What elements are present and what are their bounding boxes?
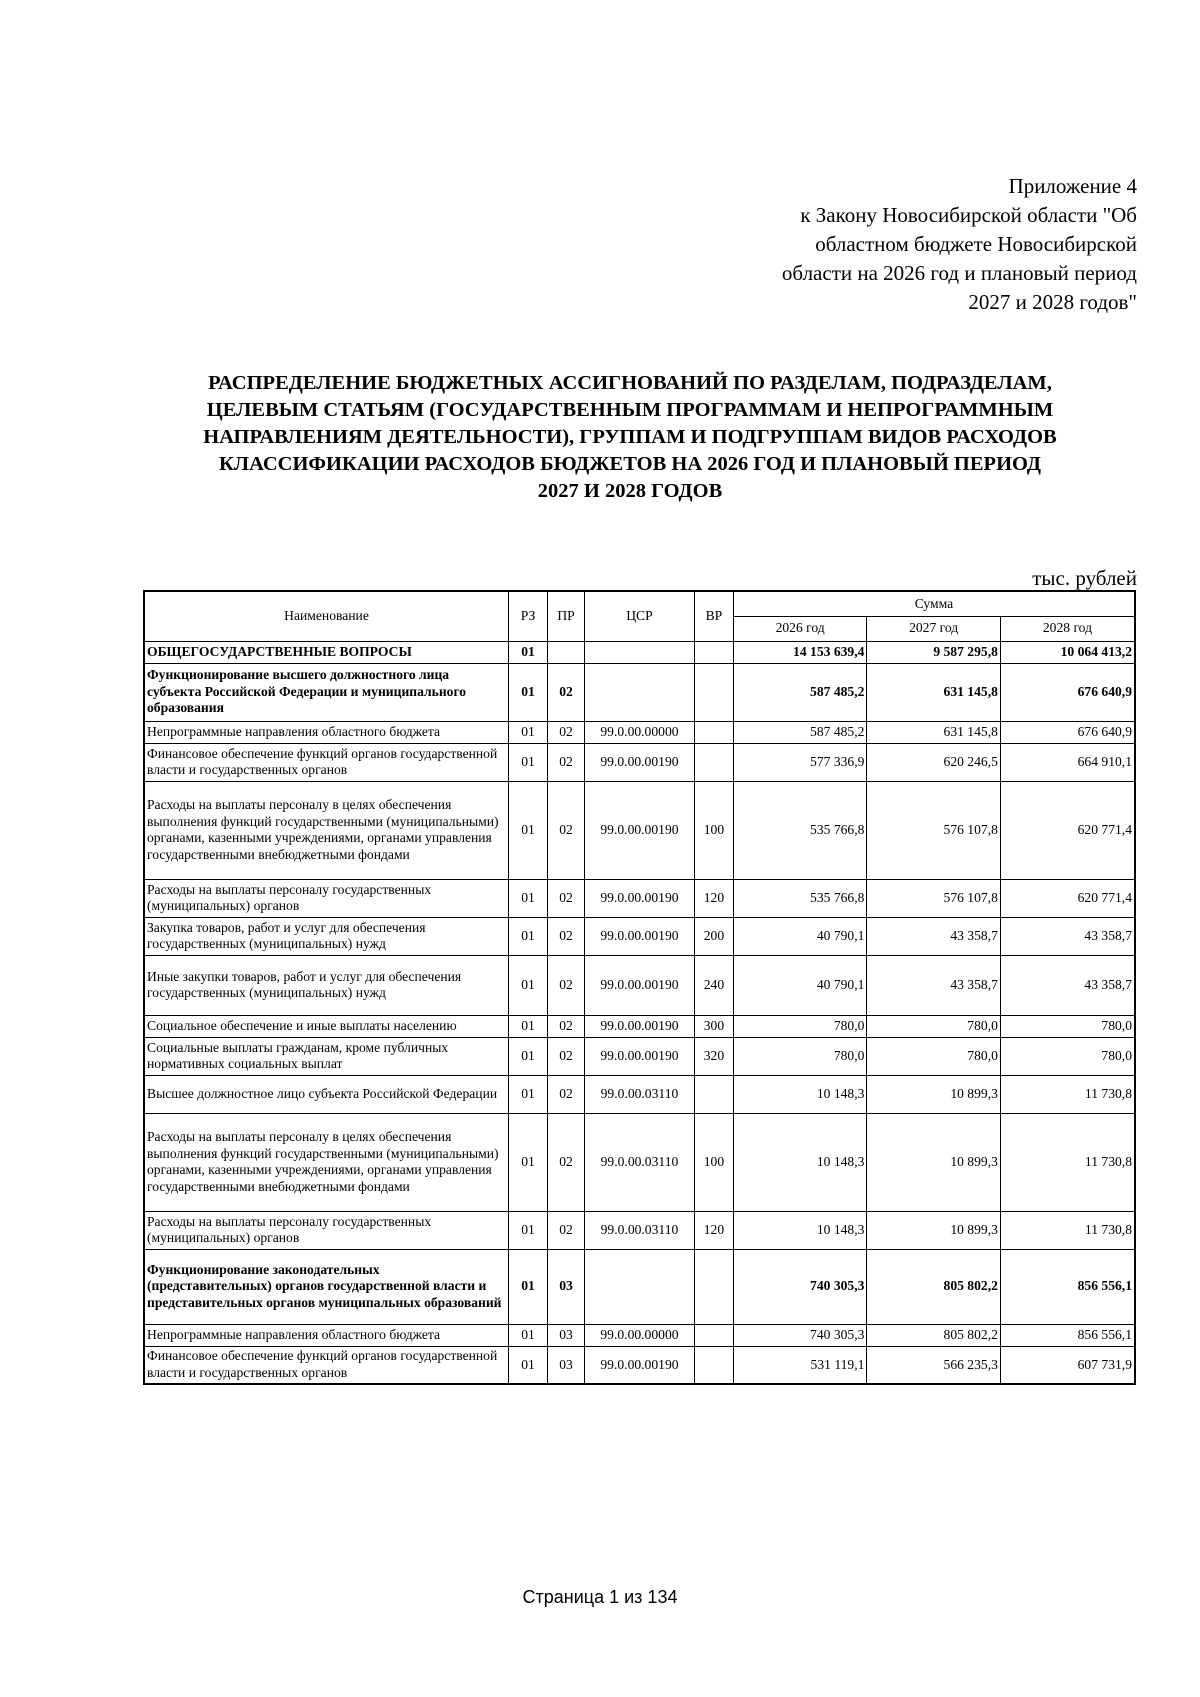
cell-name: ОБЩЕГОСУДАРСТВЕННЫЕ ВОПРОСЫ [144,641,509,663]
table-row [144,1324,1135,1346]
table-row [144,1015,1135,1037]
cell-name: Социальное обеспечение и иные выплаты населению [144,1015,509,1037]
cell-pr: 02 [548,743,585,781]
cell-pr: 02 [548,1015,585,1037]
table-row [144,955,1135,1015]
cell-2028: 11 730,8 [1000,1211,1135,1249]
cell-2026: 577 336,9 [733,743,866,781]
cell-rz: 01 [509,1346,548,1384]
cell-pr: 02 [548,781,585,879]
cell-vr: 120 [694,1211,733,1249]
cell-2027: 10 899,3 [867,1075,1000,1113]
cell-2026: 587 485,2 [733,663,866,721]
appendix-line: к Закону Новосибирской области "Об [800,203,1137,227]
cell-csr: 99.0.00.00190 [585,917,695,955]
cell-vr: 100 [694,1113,733,1211]
cell-csr: 99.0.00.00190 [585,743,695,781]
header-2027: 2027 год [867,616,1000,641]
budget-table [143,590,1136,1385]
cell-csr: 99.0.00.00190 [585,879,695,917]
table-row [144,641,1135,663]
cell-rz: 01 [509,1015,548,1037]
table-row [144,663,1135,721]
title-line: 2027 И 2028 ГОДОВ [537,480,723,502]
cell-rz: 01 [509,781,548,879]
title-line: ЦЕЛЕВЫМ СТАТЬЯМ (ГОСУДАРСТВЕННЫМ ПРОГРАММАМ И НЕПРОГРАММНЫМ [206,399,1054,421]
cell-vr: 320 [694,1037,733,1075]
cell-vr [694,641,733,663]
table-row [144,917,1135,955]
cell-pr: 02 [548,1075,585,1113]
cell-2028: 780,0 [1000,1037,1135,1075]
cell-csr: 99.0.00.03110 [585,1113,695,1211]
cell-pr: 03 [548,1249,585,1324]
cell-2026: 10 148,3 [733,1211,866,1249]
cell-csr: 99.0.00.00190 [585,1346,695,1384]
cell-2028: 676 640,9 [1000,721,1135,743]
table-row [144,1249,1135,1324]
cell-name: Расходы на выплаты персоналу государственных (муниципальных) органов [144,1211,509,1249]
table-row [144,1037,1135,1075]
cell-csr: 99.0.00.00190 [585,1037,695,1075]
cell-name: Закупка товаров, работ и услуг для обеспечения государственных (муниципальных) нужд [144,917,509,955]
cell-2027: 631 145,8 [867,663,1000,721]
cell-2028: 10 064 413,2 [1000,641,1135,663]
cell-vr [694,1324,733,1346]
cell-csr: 99.0.00.00000 [585,721,695,743]
cell-2027: 780,0 [867,1015,1000,1037]
cell-vr [694,721,733,743]
cell-2028: 620 771,4 [1000,879,1135,917]
cell-vr [694,1249,733,1324]
cell-2027: 631 145,8 [867,721,1000,743]
cell-rz: 01 [509,641,548,663]
table-row [144,743,1135,781]
cell-2028: 780,0 [1000,1015,1135,1037]
cell-2026: 10 148,3 [733,1075,866,1113]
header-name: Наименование [144,591,509,641]
cell-2028: 11 730,8 [1000,1075,1135,1113]
cell-csr: 99.0.00.03110 [585,1075,695,1113]
cell-rz: 01 [509,663,548,721]
cell-name: Расходы на выплаты персоналу государственных (муниципальных) органов [144,879,509,917]
appendix-header [577,172,1137,317]
cell-2027: 10 899,3 [867,1211,1000,1249]
header-rz: РЗ [509,591,548,641]
cell-csr [585,641,695,663]
cell-2027: 43 358,7 [867,955,1000,1015]
units-label: тыс. рублей [1032,566,1137,590]
cell-2026: 535 766,8 [733,781,866,879]
cell-name: Финансовое обеспечение функций органов государственной власти и государственных органов [144,743,509,781]
cell-2028: 11 730,8 [1000,1113,1135,1211]
cell-name: Иные закупки товаров, работ и услуг для обеспечения государственных (муниципальных) нужд [144,955,509,1015]
cell-rz: 01 [509,743,548,781]
header-2028: 2028 год [1000,616,1135,641]
cell-pr: 02 [548,879,585,917]
cell-rz: 01 [509,1249,548,1324]
cell-csr: 99.0.00.00190 [585,781,695,879]
cell-2028: 620 771,4 [1000,781,1135,879]
cell-name: Высшее должностное лицо субъекта Российской Федерации [144,1075,509,1113]
table-header [144,591,1135,641]
cell-csr: 99.0.00.00190 [585,1015,695,1037]
cell-name: Непрограммные направления областного бюджета [144,721,509,743]
cell-rz: 01 [509,1037,548,1075]
cell-vr [694,1346,733,1384]
cell-vr: 100 [694,781,733,879]
cell-pr: 02 [548,917,585,955]
cell-name: Функционирование высшего должностного лица субъекта Российской Федерации и муниципального образования [144,663,509,721]
cell-rz: 01 [509,879,548,917]
appendix-line: Приложение 4 [1008,174,1137,198]
table-row [144,879,1135,917]
cell-2027: 780,0 [867,1037,1000,1075]
cell-2026: 14 153 639,4 [733,641,866,663]
cell-name: Расходы на выплаты персоналу в целях обеспечения выполнения функций государственными (муниципальными) органами, казенными учреждениями, органами управления государственными внебюджетными фондами [144,781,509,879]
table-body [144,641,1135,1384]
cell-2027: 805 802,2 [867,1324,1000,1346]
table-row [144,721,1135,743]
title-line: НАПРАВЛЕНИЯМ ДЕЯТЕЛЬНОСТИ), ГРУППАМ И ПОДГРУППАМ ВИДОВ РАСХОДОВ [203,426,1057,448]
cell-2026: 587 485,2 [733,721,866,743]
cell-csr: 99.0.00.00000 [585,1324,695,1346]
cell-pr: 02 [548,1037,585,1075]
page-footer: Страница 1 из 134 [522,1587,678,1607]
title-line: КЛАССИФИКАЦИИ РАСХОДОВ БЮДЖЕТОВ НА 2026 ГОД И ПЛАНОВЫЙ ПЕРИОД [218,453,1042,475]
cell-csr: 99.0.00.03110 [585,1211,695,1249]
table-row [144,1211,1135,1249]
cell-csr [585,1249,695,1324]
cell-2026: 780,0 [733,1037,866,1075]
cell-2027: 620 246,5 [867,743,1000,781]
cell-pr [548,641,585,663]
cell-rz: 01 [509,955,548,1015]
title-line: РАСПРЕДЕЛЕНИЕ БЮДЖЕТНЫХ АССИГНОВАНИЙ ПО РАЗДЕЛАМ, ПОДРАЗДЕЛАМ, [208,372,1052,394]
table-row [144,781,1135,879]
cell-pr: 03 [548,1324,585,1346]
cell-vr: 300 [694,1015,733,1037]
cell-2028: 676 640,9 [1000,663,1135,721]
cell-rz: 01 [509,721,548,743]
cell-2027: 805 802,2 [867,1249,1000,1324]
cell-rz: 01 [509,1113,548,1211]
cell-2026: 40 790,1 [733,955,866,1015]
cell-2026: 780,0 [733,1015,866,1037]
cell-vr [694,743,733,781]
cell-name: Социальные выплаты гражданам, кроме публичных нормативных социальных выплат [144,1037,509,1075]
cell-2028: 856 556,1 [1000,1249,1135,1324]
cell-vr [694,1075,733,1113]
header-pr: ПР [548,591,585,641]
cell-pr: 02 [548,955,585,1015]
cell-2027: 10 899,3 [867,1113,1000,1211]
cell-vr [694,663,733,721]
cell-name: Непрограммные направления областного бюджета [144,1324,509,1346]
cell-2027: 566 235,3 [867,1346,1000,1384]
cell-2027: 43 358,7 [867,917,1000,955]
document-title [130,370,1130,505]
cell-2027: 576 107,8 [867,879,1000,917]
cell-2026: 10 148,3 [733,1113,866,1211]
cell-pr: 02 [548,721,585,743]
table-row [144,1346,1135,1384]
cell-pr: 02 [548,1113,585,1211]
header-2026: 2026 год [733,616,866,641]
cell-pr: 03 [548,1346,585,1384]
cell-2027: 9 587 295,8 [867,641,1000,663]
cell-2028: 607 731,9 [1000,1346,1135,1384]
cell-rz: 01 [509,1075,548,1113]
cell-2028: 664 910,1 [1000,743,1135,781]
cell-2027: 576 107,8 [867,781,1000,879]
cell-rz: 01 [509,917,548,955]
cell-vr: 120 [694,879,733,917]
cell-name: Функционирование законодательных (представительных) органов государственной власти и представительных органов муниципальных образований [144,1249,509,1324]
cell-rz: 01 [509,1211,548,1249]
table-row [144,1113,1135,1211]
cell-vr: 240 [694,955,733,1015]
cell-name: Финансовое обеспечение функций органов государственной власти и государственных органов [144,1346,509,1384]
cell-pr: 02 [548,1211,585,1249]
cell-2028: 43 358,7 [1000,917,1135,955]
cell-csr: 99.0.00.00190 [585,955,695,1015]
header-vr: ВР [694,591,733,641]
cell-2026: 740 305,3 [733,1249,866,1324]
appendix-line: области на 2026 год и плановый период [781,261,1137,285]
cell-2026: 535 766,8 [733,879,866,917]
appendix-line: областном бюджете Новосибирской [815,232,1137,256]
cell-2028: 43 358,7 [1000,955,1135,1015]
cell-name: Расходы на выплаты персоналу в целях обеспечения выполнения функций государственными (муниципальными) органами, казенными учреждениями, органами управления государственными внебюджетными фондами [144,1113,509,1211]
header-csr: ЦСР [585,591,695,641]
cell-rz: 01 [509,1324,548,1346]
cell-2026: 740 305,3 [733,1324,866,1346]
cell-2026: 40 790,1 [733,917,866,955]
appendix-line: 2027 и 2028 годов" [968,290,1137,314]
cell-vr: 200 [694,917,733,955]
cell-csr [585,663,695,721]
header-sum: Сумма [733,591,1135,616]
cell-2028: 856 556,1 [1000,1324,1135,1346]
table-row [144,1075,1135,1113]
cell-2026: 531 119,1 [733,1346,866,1384]
cell-pr: 02 [548,663,585,721]
